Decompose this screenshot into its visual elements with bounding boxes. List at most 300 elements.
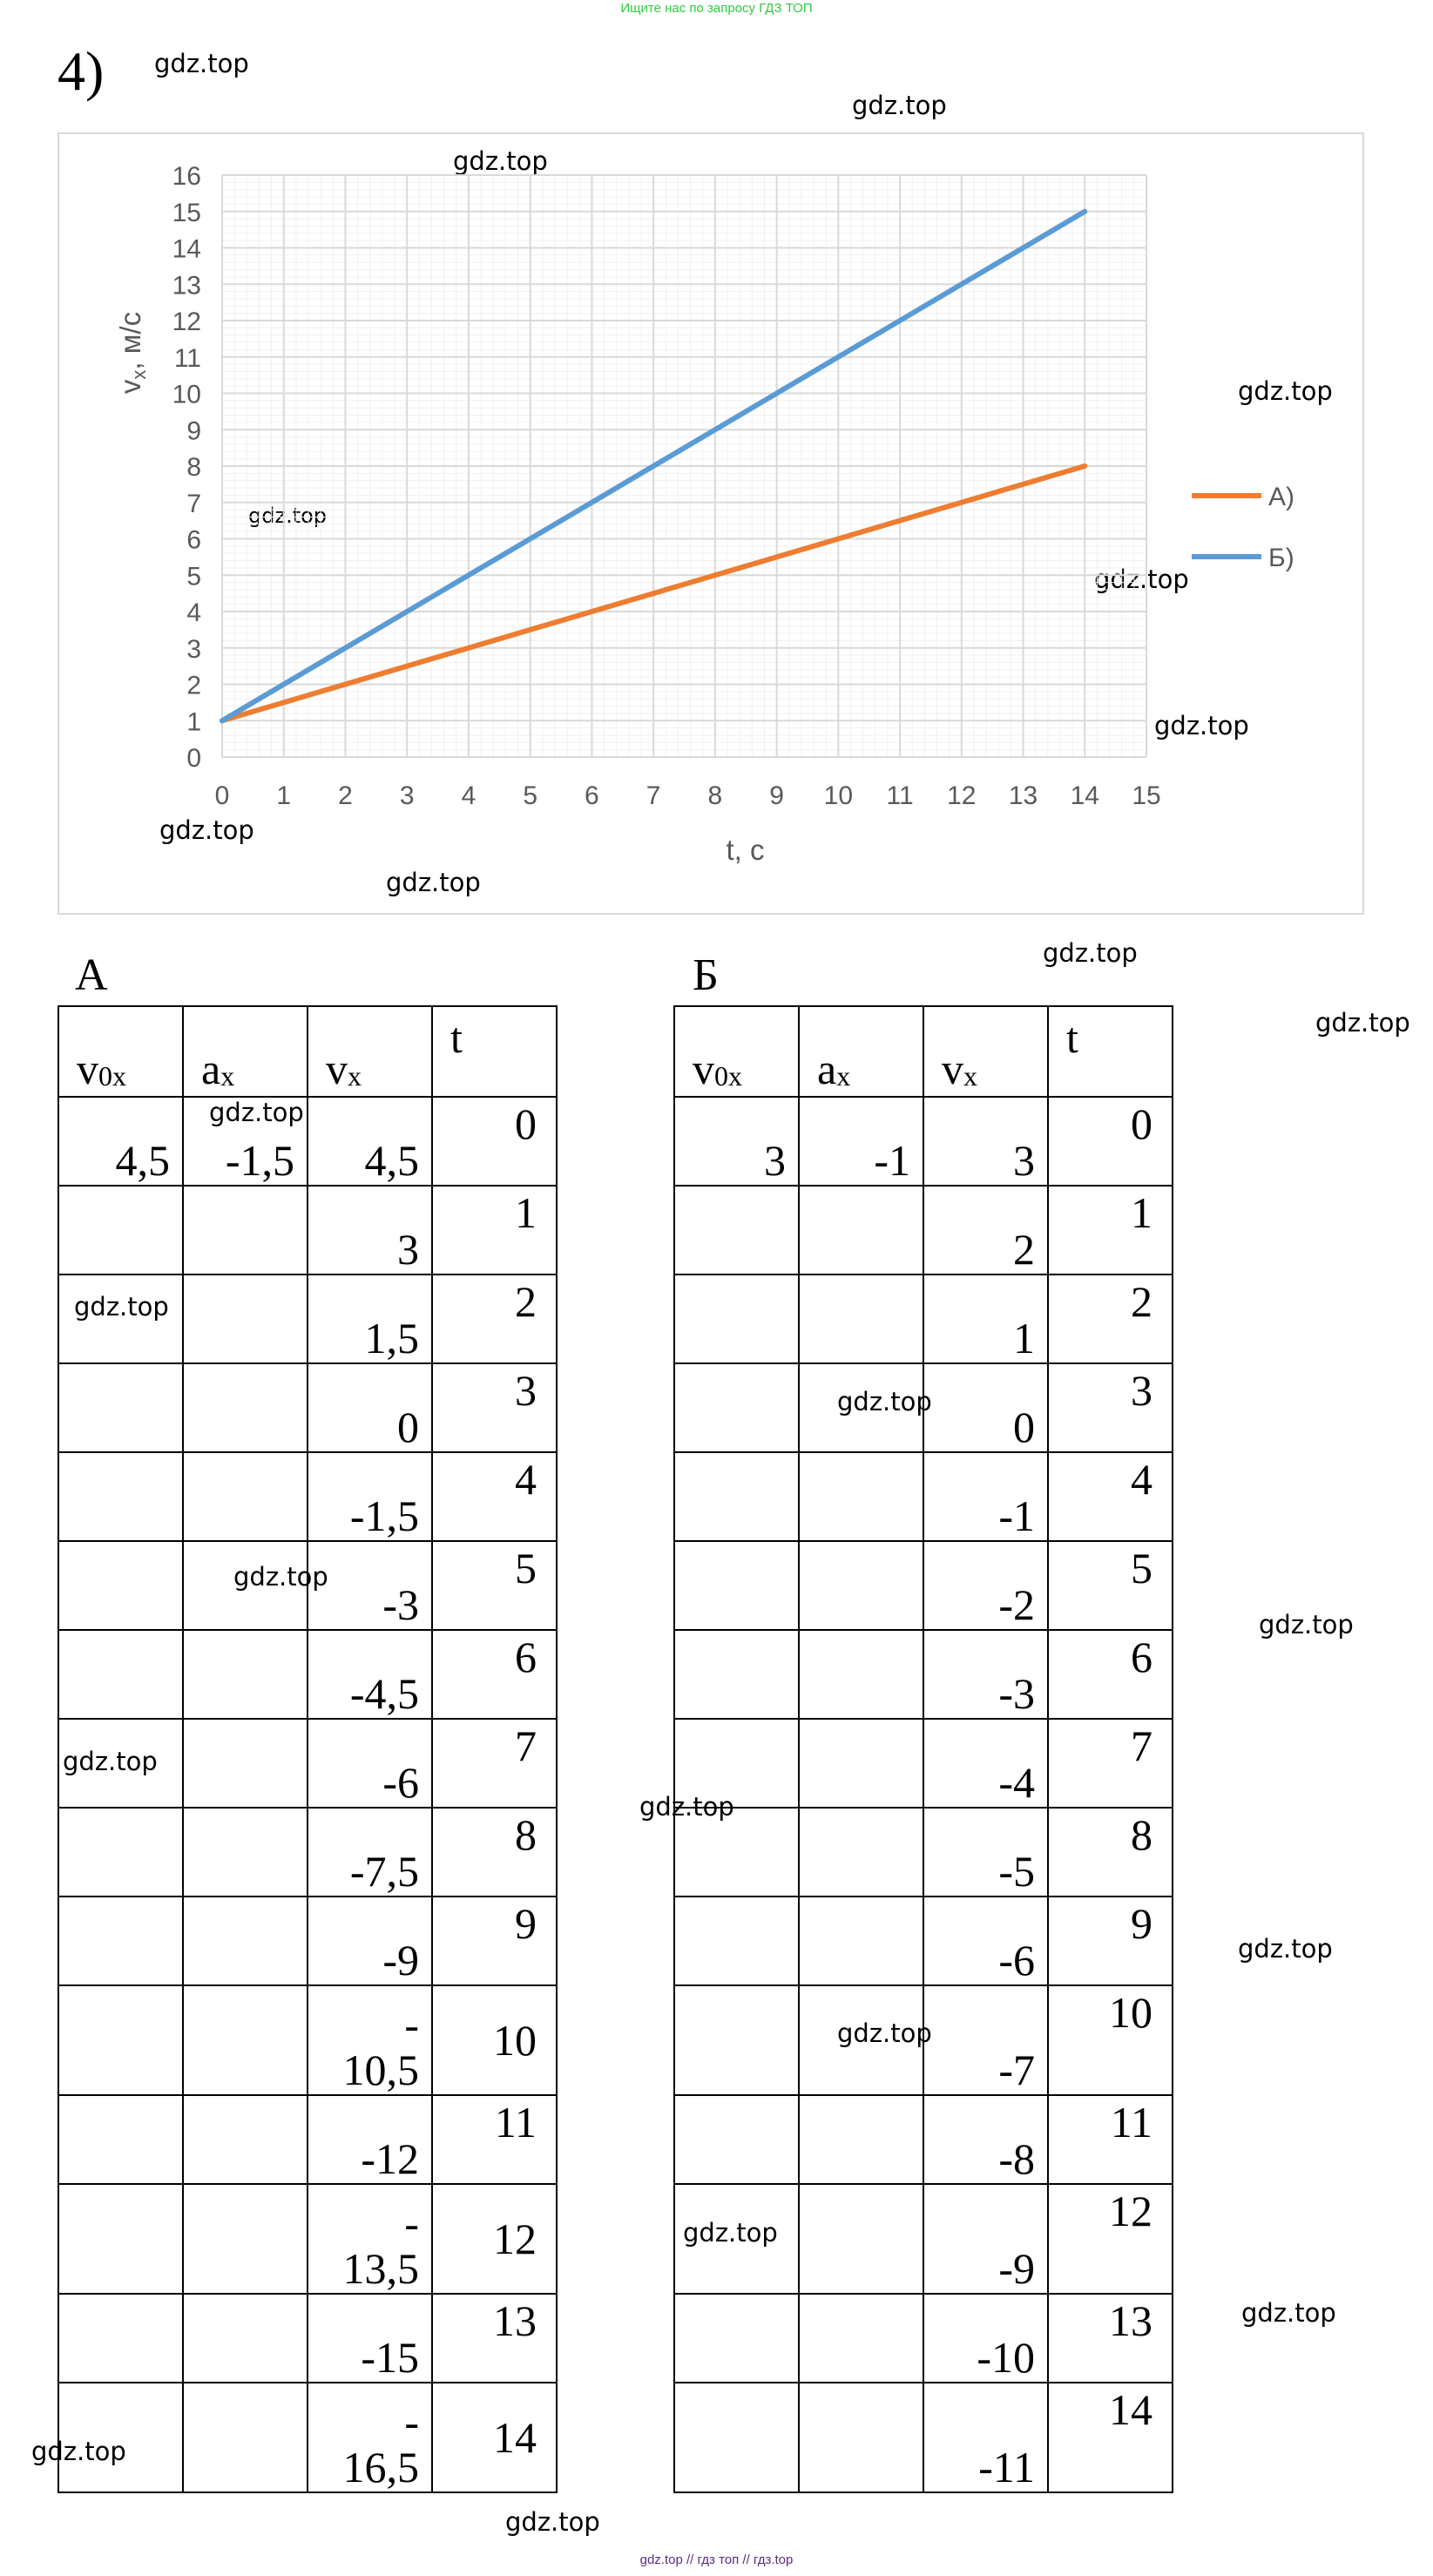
cell-t [432, 1274, 557, 1363]
cell-vx-number: -12 [361, 2134, 419, 2183]
legend-label: Б) [1268, 544, 1294, 572]
table-row [674, 1452, 1173, 1541]
table-row [674, 2095, 1173, 2184]
cell-vx-value [998, 1937, 1035, 1983]
cell-vx [923, 1808, 1048, 1897]
cell-vx-number: -3 [382, 1580, 419, 1629]
cell-v0x-value: 4,5 [115, 1136, 170, 1185]
watermark: gdz.top [386, 868, 481, 897]
cell-v0x [58, 1897, 183, 1985]
cell-vx-dash: - [404, 2000, 419, 2049]
cell-v0x [674, 1808, 799, 1897]
cell-v0x [58, 1630, 183, 1719]
cell-vx-value [998, 1760, 1035, 1805]
cell-vx-number: -4,5 [349, 1669, 419, 1718]
x-axis-title: t, c [726, 834, 765, 866]
table-row [674, 2294, 1173, 2383]
cell-vx [308, 1363, 432, 1452]
cell-v0x [58, 1719, 183, 1808]
cell-v0x [674, 2383, 799, 2492]
cell-vx [308, 1274, 432, 1363]
cell-ax [799, 1985, 923, 2095]
x-tick-label: 7 [646, 781, 661, 810]
table-row [58, 1541, 557, 1630]
cell-v0x [674, 1274, 799, 1363]
cell-ax [799, 1808, 923, 1897]
cell-ax [183, 1630, 308, 1719]
x-tick-label: 2 [338, 781, 353, 810]
table-a-title: А [75, 950, 108, 1000]
table-row [674, 1630, 1173, 1719]
table-a [57, 1005, 558, 2493]
cell-ax [799, 1630, 923, 1719]
cell-vx-number: 16,5 [342, 2443, 419, 2491]
x-tick-label: 8 [707, 781, 723, 810]
cell-vx [923, 1274, 1048, 1363]
cell-vx-value [382, 1760, 419, 1805]
cell-vx-dash: - [404, 2397, 419, 2446]
cell-t [1048, 1719, 1173, 1808]
cell-vx-value [350, 1493, 419, 1538]
cell-vx-value [998, 1671, 1035, 1716]
cell-vx-value: 4,5 [364, 1136, 419, 1185]
cell-vx-number: 1,5 [364, 1314, 419, 1362]
y-tick-label: 9 [186, 416, 201, 446]
y-tick-label: 2 [186, 671, 201, 700]
cell-t-value: 13 [493, 2296, 537, 2345]
cell-ax [183, 1541, 308, 1630]
cell-vx-value [397, 1227, 419, 1272]
cell-vx-value [998, 2136, 1035, 2181]
cell-vx [923, 2184, 1048, 2294]
cell-v0x [674, 1985, 799, 2095]
cell-t-value: 1 [1131, 1188, 1152, 1237]
cell-vx-number: 2 [1013, 1225, 1035, 1274]
table-row [58, 2184, 557, 2294]
cell-t [1048, 1097, 1173, 1186]
cell-t-value: 4 [515, 1455, 537, 1504]
cell-t-value: 13 [1109, 2296, 1152, 2345]
cell-vx [923, 1541, 1048, 1630]
cell-t-value: 7 [515, 1721, 537, 1770]
cell-t-value: 3 [1131, 1366, 1152, 1415]
cell-vx-number: -10 [977, 2333, 1035, 2382]
cell-t [432, 1186, 557, 1274]
table-row [674, 1719, 1173, 1808]
watermark: gdz.top [31, 2437, 126, 2466]
header-vx: $v_x$ [923, 1006, 1048, 1097]
cell-ax [799, 1541, 923, 1630]
y-tick-label: 1 [186, 707, 201, 737]
cell-v0x [58, 2383, 183, 2492]
cell-v0x [674, 2095, 799, 2184]
cell-t-value: 5 [1131, 1544, 1152, 1592]
cell-t-value: 10 [493, 2016, 537, 2065]
watermark: gdz.top [505, 2507, 600, 2537]
x-tick-label: 5 [523, 781, 538, 810]
cell-vx-number: 1 [1013, 1314, 1035, 1362]
watermark: gdz.top [159, 815, 254, 845]
cell-ax [799, 1363, 923, 1452]
cell-v0x-value: 3 [764, 1136, 786, 1185]
cell-t-value: 12 [1109, 2187, 1152, 2235]
cell-t [432, 1541, 557, 1630]
cell-t-value: 14 [1109, 2385, 1152, 2434]
table-row [58, 1630, 557, 1719]
watermark: gdz.top [1241, 2298, 1336, 2328]
cell-vx-value: 3 [1013, 1136, 1035, 1185]
y-tick-label: 10 [172, 380, 201, 409]
cell-vx-value [978, 2444, 1035, 2490]
cell-t [1048, 1452, 1173, 1541]
y-tick-label: 0 [186, 744, 201, 773]
cell-vx [308, 1808, 432, 1897]
cell-v0x [674, 1630, 799, 1719]
cell-t-value: 6 [1131, 1633, 1152, 1681]
cell-vx-number: -6 [382, 1758, 419, 1807]
cell-t [432, 2383, 557, 2492]
y-tick-label: 12 [172, 308, 201, 336]
cell-ax-value: -1 [874, 1136, 910, 1185]
cell-vx [923, 1630, 1048, 1719]
y-tick-label: 4 [186, 598, 201, 627]
cell-vx [308, 1630, 432, 1719]
cell-t [1048, 1186, 1173, 1274]
cell-ax-value: -1,5 [225, 1136, 294, 1185]
cell-vx-number: -7,5 [349, 1847, 419, 1896]
cell-t [1048, 1985, 1173, 2095]
watermark: gdz.top [1238, 376, 1333, 406]
top-banner[interactable]: Ищите нас по запросу ГДЗ ТОП [620, 1, 813, 16]
table-b-title: Б [693, 950, 719, 1000]
cell-vx-number: -8 [998, 2134, 1035, 2183]
cell-t [432, 1630, 557, 1719]
cell-t [1048, 1274, 1173, 1363]
cell-vx-value [1013, 1227, 1035, 1272]
cell-vx-number: -1,5 [349, 1491, 419, 1540]
footer-links[interactable]: gdz.top // гдз топ // гдз.top [639, 2552, 794, 2567]
x-tick-label: 10 [823, 781, 854, 810]
cell-t-value: 10 [1109, 1988, 1152, 2037]
cell-ax [183, 1363, 308, 1452]
cell-vx [308, 2294, 432, 2383]
table-row [58, 1274, 557, 1363]
table-row [674, 1985, 1173, 2095]
cell-vx-value [350, 1671, 419, 1716]
cell-v0x [58, 1274, 183, 1363]
cell-vx [308, 2184, 432, 2294]
watermark: gdz.top [453, 146, 548, 176]
cell-vx-number: 13,5 [342, 2244, 419, 2293]
cell-vx-value [343, 2201, 420, 2291]
y-tick-label: 5 [186, 562, 201, 592]
cell-vx-value [998, 2246, 1035, 2291]
cell-t [1048, 1541, 1173, 1630]
cell-ax [799, 1274, 923, 1363]
cell-t [1048, 1897, 1173, 1985]
table-row [674, 1274, 1173, 1363]
cell-t-value: 0 [1131, 1099, 1152, 1148]
cell-vx-number: -11 [978, 2443, 1035, 2491]
cell-v0x [58, 2095, 183, 2184]
y-axis-title: vx, м/с [114, 311, 150, 395]
watermark: gdz.top [74, 1292, 169, 1322]
cell-ax [799, 1097, 923, 1186]
table-row [674, 1897, 1173, 1985]
y-tick-label: 8 [186, 453, 201, 482]
cell-v0x [58, 1985, 183, 2095]
cell-vx [923, 1985, 1048, 2095]
x-tick-label: 9 [769, 781, 784, 810]
table-row [58, 1985, 557, 2095]
cell-v0x [58, 2294, 183, 2383]
cell-t-value: 14 [493, 2413, 537, 2462]
cell-t [1048, 1808, 1173, 1897]
table-row [674, 1363, 1173, 1452]
y-tick-label: 13 [172, 271, 201, 301]
y-tick-label: 7 [186, 489, 201, 518]
cell-t-value: 8 [1131, 1810, 1152, 1859]
cell-t-value: 5 [515, 1544, 537, 1592]
cell-ax [183, 1985, 308, 2095]
cell-ax [799, 2095, 923, 2184]
cell-t-value: 1 [515, 1188, 537, 1237]
x-tick-label: 3 [399, 781, 415, 810]
cell-vx [923, 2383, 1048, 2492]
cell-t [432, 1097, 557, 1186]
chart-frame [57, 132, 1364, 915]
watermark: gdz.top [852, 91, 947, 120]
cell-vx [308, 1985, 432, 2095]
watermark: gdz.top [209, 1098, 304, 1127]
cell-v0x [58, 1452, 183, 1541]
cell-vx-number: 10,5 [342, 2045, 419, 2094]
cell-vx-value [361, 2136, 419, 2181]
cell-t [432, 1897, 557, 1985]
cell-vx-number: -3 [998, 1669, 1035, 1718]
cell-ax [799, 1897, 923, 1985]
cell-ax [183, 1808, 308, 1897]
watermark: gdz.top [1043, 938, 1138, 968]
watermark: gdz.top [1315, 1008, 1410, 1038]
cell-vx [923, 1719, 1048, 1808]
watermark: gdz.top [639, 1792, 734, 1822]
cell-vx [308, 1541, 432, 1630]
cell-vx [308, 1097, 432, 1186]
y-tick-label: 6 [186, 525, 201, 555]
cell-vx-value [397, 1404, 419, 1450]
cell-ax [799, 2184, 923, 2294]
y-tick-label: 15 [172, 198, 201, 227]
cell-ax [183, 2383, 308, 2492]
watermark: gdz.top [63, 1747, 158, 1776]
cell-v0x [58, 1808, 183, 1897]
cell-t [432, 1452, 557, 1541]
table-row [674, 1808, 1173, 1897]
y-tick-label: 14 [172, 234, 201, 264]
x-tick-label: 14 [1070, 781, 1099, 810]
cell-vx [923, 1897, 1048, 1985]
cell-vx [308, 1452, 432, 1541]
cell-t-value: 0 [515, 1099, 537, 1148]
cell-v0x [674, 1719, 799, 1808]
cell-vx-number: -5 [998, 1847, 1035, 1896]
cell-ax [183, 2184, 308, 2294]
legend-label: А) [1268, 483, 1294, 511]
cell-t [432, 2294, 557, 2383]
y-tick-label: 3 [186, 634, 201, 664]
watermark: gdz.top [837, 1387, 932, 1416]
x-tick-label: 15 [1132, 781, 1161, 810]
cell-ax [799, 1719, 923, 1808]
watermark: gdz.top [154, 49, 249, 78]
cell-v0x [674, 1097, 799, 1186]
cell-t [432, 1719, 557, 1808]
x-tick-label: 11 [886, 781, 914, 810]
cell-ax [183, 1719, 308, 1808]
table-row [58, 1097, 557, 1186]
cell-vx-number: -15 [361, 2333, 419, 2382]
cell-vx-value [361, 2335, 419, 2380]
cell-v0x [674, 1186, 799, 1274]
table-row [674, 1541, 1173, 1630]
cell-ax [183, 1274, 308, 1363]
table-row [674, 2383, 1173, 2492]
cell-t-value: 2 [515, 1277, 537, 1326]
header-vx: $v_x$ [308, 1006, 432, 1097]
cell-vx-value [365, 1315, 420, 1361]
cell-vx [923, 2095, 1048, 2184]
cell-vx-value [998, 1582, 1035, 1627]
cell-vx-value [998, 2047, 1035, 2093]
watermark: gdz.top [233, 1562, 328, 1592]
table-row [58, 1719, 557, 1808]
cell-vx-number: -2 [998, 1580, 1035, 1629]
table-row [58, 2383, 557, 2492]
header-v0x: $v_{0x}$ [58, 1006, 183, 1097]
watermark: gdz.top [248, 504, 328, 528]
cell-v0x [674, 1452, 799, 1541]
x-tick-label: 12 [947, 781, 977, 810]
cell-t-value: 11 [1110, 2098, 1152, 2147]
watermark: gdz.top [683, 2218, 778, 2248]
cell-ax [183, 1097, 308, 1186]
watermark: gdz.top [1094, 565, 1189, 594]
x-tick-label: 13 [1008, 781, 1038, 810]
cell-vx-number: -4 [998, 1758, 1035, 1807]
cell-vx-value [382, 1582, 419, 1627]
cell-vx [923, 1363, 1048, 1452]
table-row [674, 2184, 1173, 2294]
x-tick-label: 0 [214, 781, 230, 810]
cell-ax [183, 1897, 308, 1985]
cell-t [1048, 2184, 1173, 2294]
header-v0x: $v_{0x}$ [674, 1006, 799, 1097]
header-t: t [432, 1006, 557, 1097]
y-tick-label: 11 [173, 343, 201, 373]
cell-t-value: 11 [494, 2098, 537, 2147]
x-tick-label: 4 [461, 781, 477, 810]
cell-vx-number: -1 [998, 1491, 1035, 1540]
cell-t-value: 4 [1131, 1455, 1152, 1504]
cell-ax [183, 2294, 308, 2383]
table-header-row [674, 1006, 1173, 1097]
table-row [58, 1897, 557, 1985]
cell-vx [308, 1186, 432, 1274]
cell-vx-value [350, 1849, 419, 1894]
table-header-row [58, 1006, 557, 1097]
cell-vx-value [977, 2335, 1035, 2380]
cell-ax [183, 1452, 308, 1541]
cell-t-value: 6 [515, 1633, 537, 1681]
cell-v0x [58, 1186, 183, 1274]
table-row [58, 2095, 557, 2184]
table-b [673, 1005, 1173, 2493]
header-t: t [1048, 1006, 1173, 1097]
cell-vx [923, 1097, 1048, 1186]
cell-ax [799, 2294, 923, 2383]
cell-vx [923, 1186, 1048, 1274]
cell-v0x [674, 2184, 799, 2294]
cell-t [1048, 2294, 1173, 2383]
cell-t [1048, 2095, 1173, 2184]
cell-t [1048, 1363, 1173, 1452]
cell-vx-dash: - [404, 2199, 419, 2248]
cell-vx [308, 2383, 432, 2492]
cell-vx-value [1013, 1315, 1035, 1361]
cell-vx [923, 1452, 1048, 1541]
x-tick-label: 1 [276, 781, 292, 810]
cell-vx-value [343, 2399, 420, 2490]
cell-t [432, 1808, 557, 1897]
cell-t [432, 1363, 557, 1452]
cell-v0x [58, 2184, 183, 2294]
cell-vx [308, 1897, 432, 1985]
table-row [58, 1452, 557, 1541]
cell-vx-value [998, 1493, 1035, 1538]
cell-ax [183, 2095, 308, 2184]
cell-vx-value [382, 1937, 419, 1983]
cell-t [432, 1985, 557, 2095]
table-row [58, 2294, 557, 2383]
cell-ax [799, 1452, 923, 1541]
watermark: gdz.top [1238, 1934, 1333, 1964]
y-tick-label: 16 [172, 162, 201, 191]
table-row [58, 1363, 557, 1452]
cell-t-value: 9 [1131, 1899, 1152, 1948]
cell-v0x [674, 1541, 799, 1630]
cell-t [432, 2184, 557, 2294]
problem-number: 4) [57, 40, 105, 102]
cell-v0x [58, 1363, 183, 1452]
cell-vx-number: 0 [397, 1403, 419, 1451]
velocity-time-chart [59, 134, 1366, 916]
cell-vx [308, 1719, 432, 1808]
table-row [674, 1186, 1173, 1274]
cell-ax [799, 1186, 923, 1274]
cell-vx-number: -6 [998, 1936, 1035, 1984]
cell-t-value: 8 [515, 1810, 537, 1859]
cell-t [1048, 2383, 1173, 2492]
cell-v0x [674, 1363, 799, 1452]
cell-t [432, 2095, 557, 2184]
cell-vx-number: -9 [382, 1936, 419, 1984]
cell-vx-value [998, 1849, 1035, 1894]
cell-v0x [674, 2294, 799, 2383]
header-ax: $a_x$ [799, 1006, 923, 1097]
table-row [58, 1186, 557, 1274]
table-row [674, 1097, 1173, 1186]
